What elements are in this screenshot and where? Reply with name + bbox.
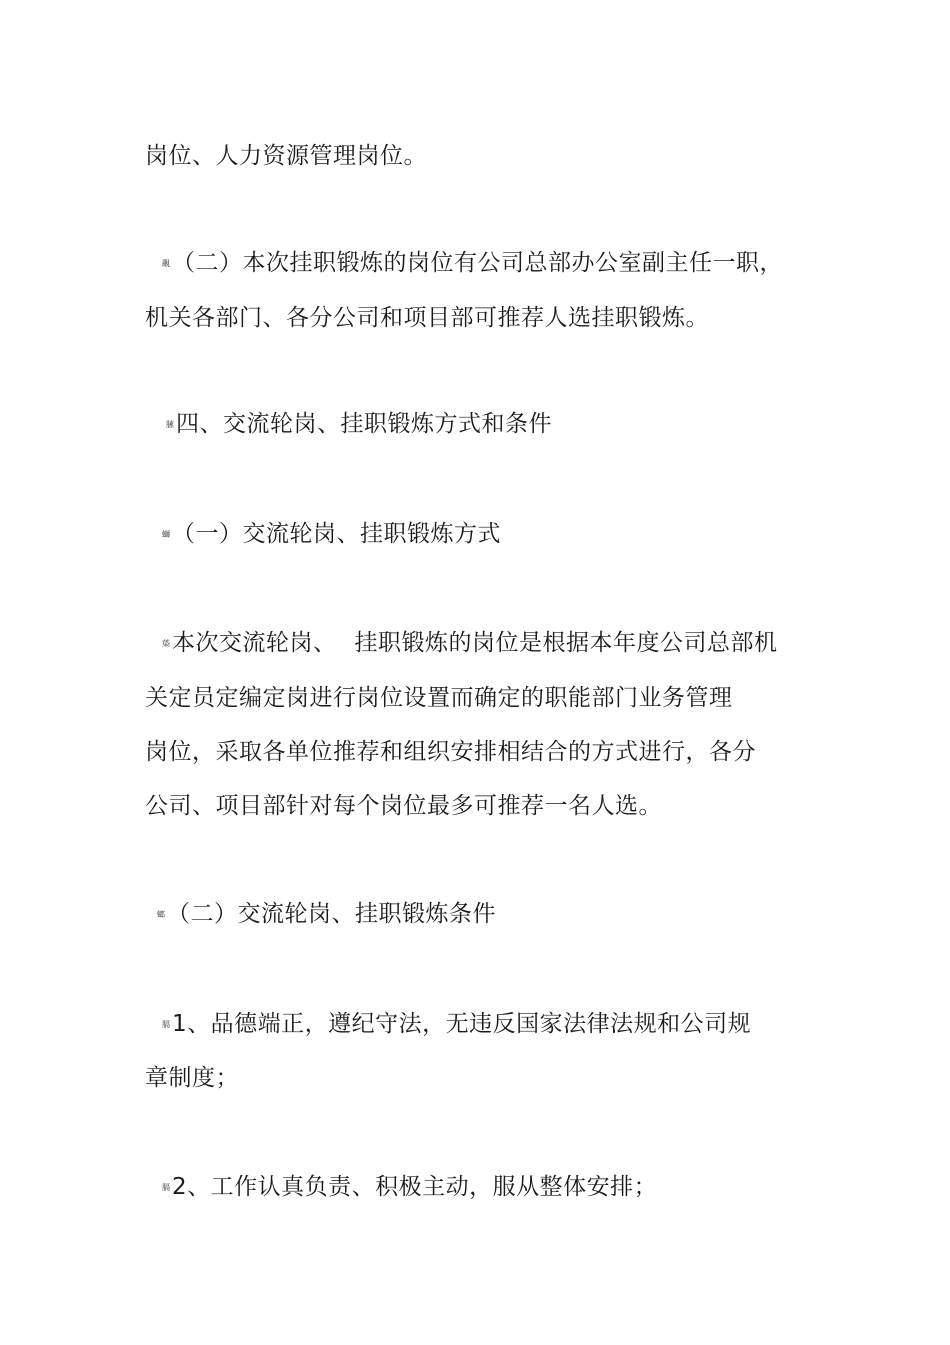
text-line — [145, 737, 756, 767]
line-text: 挂职锻炼的岗位是根据本年度公司总部机 — [354, 630, 778, 656]
line-text: 岗位、人力资源管理岗位。 — [145, 143, 427, 169]
line-text: （二）本次挂职锻炼的岗位有公司总部办公室副主任一职， — [172, 250, 783, 276]
text-line — [145, 1063, 239, 1093]
section-heading — [166, 409, 552, 440]
margin-mark: 螂 — [157, 909, 165, 919]
margin-mark: 膆 — [166, 419, 174, 429]
line-text: 1、品德端正，遵纪守法，无违反国家法律法规和公司规 — [172, 1011, 752, 1037]
subsection-heading — [162, 519, 501, 550]
list-item — [162, 1172, 657, 1203]
line-text: 公司、项目部针对每个岗位最多可推荐一名人选。 — [145, 793, 662, 819]
line-text: 本次交流轮岗、 — [172, 630, 337, 656]
text-line — [145, 683, 733, 713]
subsection-heading — [157, 899, 496, 930]
paragraph-line — [162, 628, 778, 659]
text-line — [145, 791, 662, 821]
heading-text: 四、交流轮岗、挂职锻炼方式和条件 — [176, 411, 552, 437]
line-text: 岗位，采取各单位推荐和组织安排相结合的方式进行，各分 — [145, 739, 756, 765]
line-text: 关定员定编定岗进行岗位设置而确定的职能部门业务管理 — [145, 685, 733, 711]
margin-mark: 膈 — [162, 1182, 170, 1192]
margin-mark: 膈 — [162, 1019, 170, 1029]
text-line — [145, 303, 709, 333]
heading-text: （二）交流轮岗、挂职锻炼条件 — [167, 901, 496, 927]
margin-mark: 覶 — [162, 258, 170, 268]
margin-mark: 螄 — [162, 529, 170, 539]
line-text: 2、工作认真负责、积极主动，服从整体安排； — [172, 1174, 658, 1200]
paragraph-line — [162, 248, 783, 279]
margin-mark: 蒅 — [162, 638, 170, 648]
line-text: 章制度； — [145, 1065, 239, 1091]
line-text: 机关各部门、各分公司和项目部可推荐人选挂职锻炼。 — [145, 305, 709, 331]
heading-text: （一）交流轮岗、挂职锻炼方式 — [172, 521, 501, 547]
text-line — [145, 141, 427, 171]
list-item — [162, 1009, 751, 1040]
